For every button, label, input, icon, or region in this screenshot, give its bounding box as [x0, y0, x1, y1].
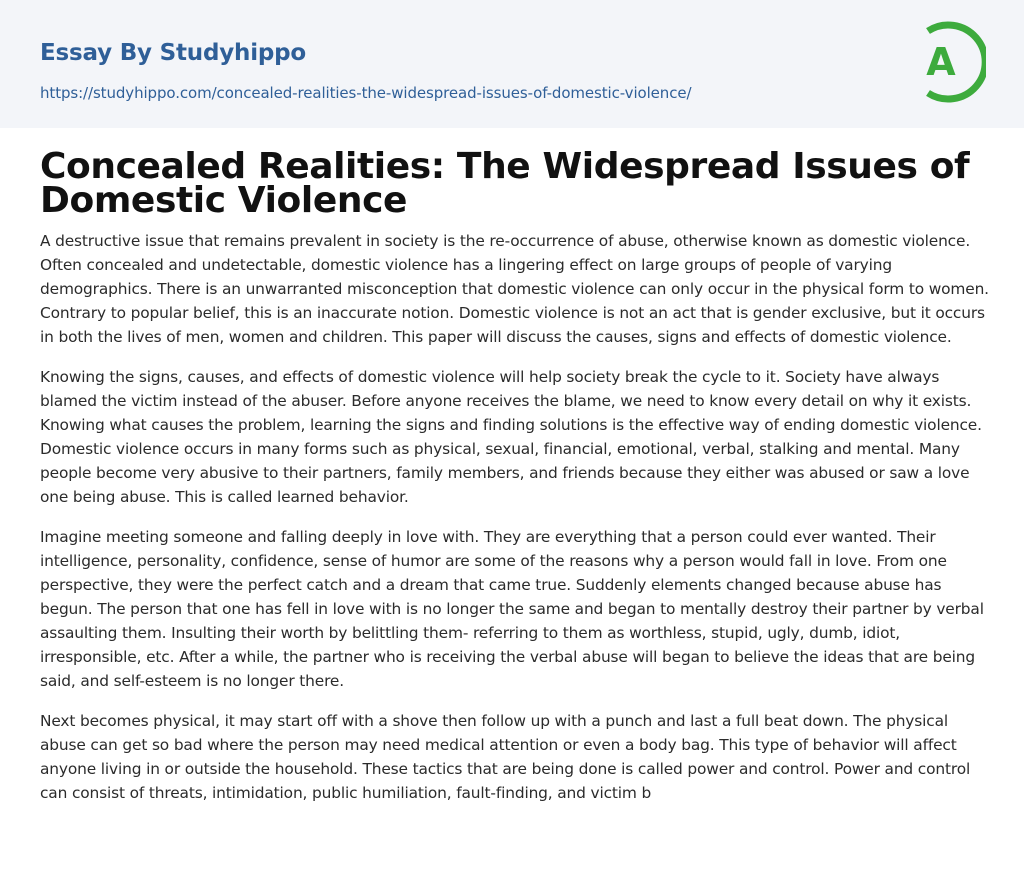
- article-body: [40, 229, 990, 821]
- logo-letter: A: [926, 40, 956, 84]
- title-line-2: Domestic Violence: [40, 180, 408, 221]
- site-header: [0, 0, 1024, 128]
- article-title: [40, 146, 990, 221]
- article-url[interactable]: https://studyhippo.com/concealed-realities-the-widespread-issues-of-domestic-violence/: [40, 84, 692, 102]
- article-paragraph-3: Imagine meeting someone and falling deeply in love with. They are everything that a person could ever wanted. Their intelligence, personality, confidence, sense of humor are some of the reasons why a person would fall in love. From one perspective, they were the perfect catch and a dream that came true. Suddenly elements changed because abuse has begun. The person that one has fell in love with is no longer the same and began to mentally destroy their partner by verbal assaulting them. Insulting their worth by belittling them- referring to them as worthless, stupid, ugly, dumb, idiot, irresponsible, etc. After a while, the partner who is receiving the verbal abuse will began to believe the ideas that are being said, and self-esteem is no longer there.: [40, 528, 984, 690]
- article-paragraph-1: A destructive issue that remains prevalent in society is the re-occurrence of abuse, otherwise known as domestic violence. Often concealed and undetectable, domestic violence has a lingering effect on large groups of people of varying demographics. There is an unwarranted misconception that domestic violence can only occur in the physical form to women. Contrary to popular belief, this is an inaccurate notion. Domestic violence is not an act that is gender exclusive, but it occurs in both the lives of men, women and children. This paper will discuss the causes, signs and effects of domestic violence.: [40, 232, 989, 346]
- article-paragraph-2: Knowing the signs, causes, and effects of domestic violence will help society break the cycle to it. Society have always blamed the victim instead of the abuser. Before anyone receives the blame, we need to know every detail on why it exists. Knowing what causes the problem, learning the signs and finding solutions is the effective way of ending domestic violence. Domestic violence occurs in many forms such as physical, sexual, financial, emotional, verbal, stalking and mental. Many people become very abusive to their partners, family members, and friends because they either was abused or saw a love one being abuse. This is called learned behavior.: [40, 368, 982, 506]
- article-paragraph-4: Next becomes physical, it may start off with a shove then follow up with a punch and last a full beat down. The physical abuse can get so bad where the person may need medical attention or even a body bag. This type of behavior will affect anyone living in or outside the household. These tactics that are being done is called power and control. Power and control can consist of threats, intimidation, public humiliation, fault-finding, and victim b: [40, 712, 971, 802]
- studyhippo-logo-icon[interactable]: [912, 19, 986, 105]
- title-line-1: Concealed Realities: The Widespread Issues of: [40, 146, 970, 187]
- site-brand[interactable]: Essay By Studyhippo: [40, 40, 307, 66]
